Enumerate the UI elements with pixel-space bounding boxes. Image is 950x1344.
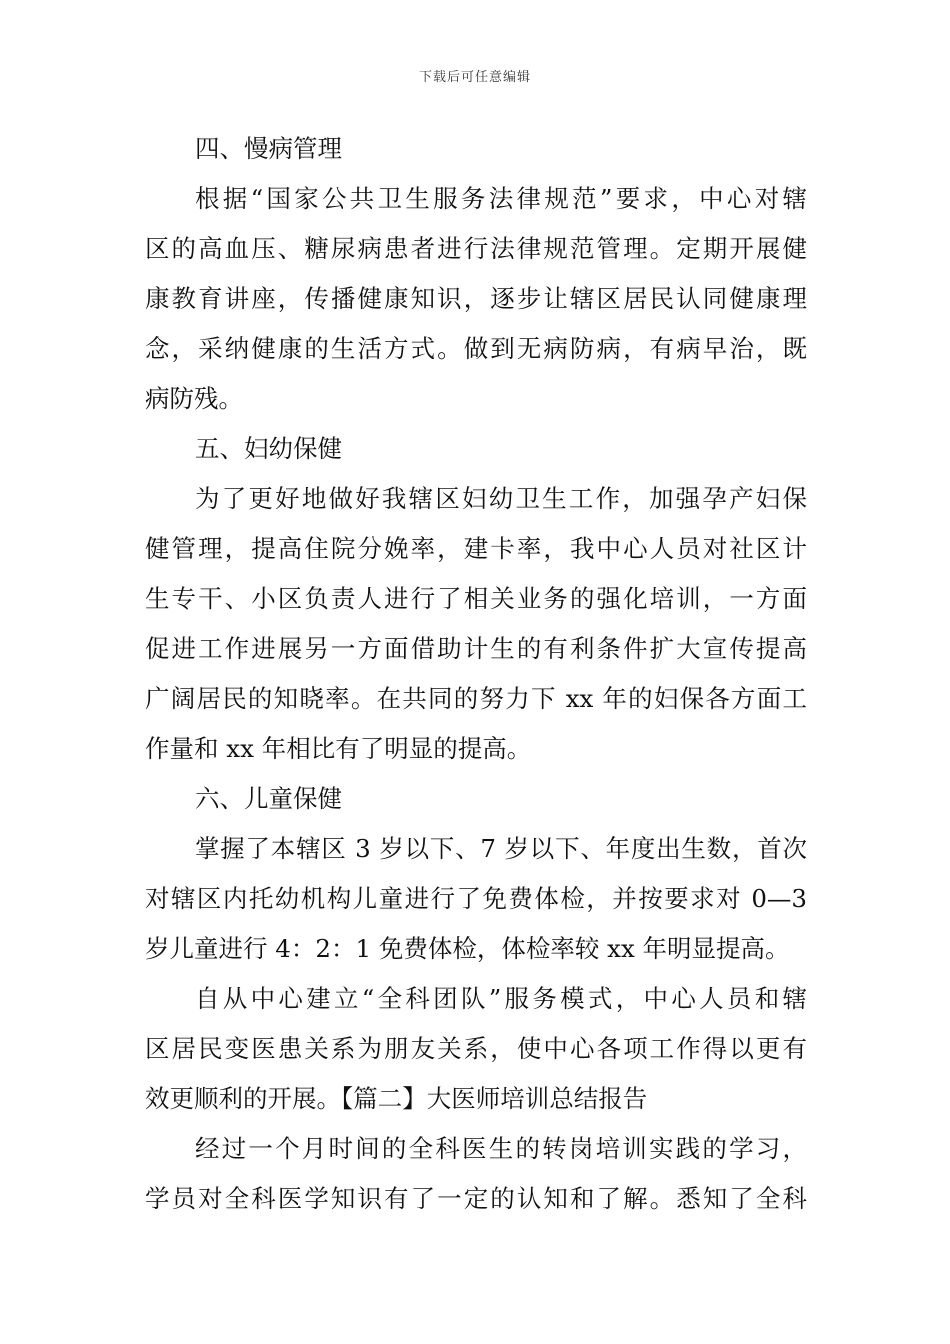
section-heading-maternal-child: 五、妇幼保健 — [195, 434, 342, 463]
paragraph-line: 根据“国家公共卫生服务法律规范”要求，中心对辖 — [195, 184, 807, 213]
paragraph-line: 对辖区内托幼机构儿童进行了免费体检，并按要求对 0—3 — [145, 884, 807, 913]
paragraph-line: 区居民变医患关系为朋友关系，使中心各项工作得以更有 — [145, 1034, 807, 1063]
paragraph-line: 效更顺利的开展。【篇二】大医师培训总结报告 — [145, 1084, 648, 1113]
page-header-note: 下载后可任意编辑 — [418, 70, 531, 85]
paragraph-line: 为了更好地做好我辖区妇幼卫生工作，加强孕产妇保 — [195, 484, 807, 513]
paragraph-line: 经过一个月时间的全科医生的转岗培训实践的学习， — [195, 1134, 807, 1163]
paragraph-line: 念，采纳健康的生活方式。做到无病防病，有病早治，既 — [145, 334, 807, 363]
paragraph-line: 病防残。 — [145, 384, 243, 413]
section-heading-chronic-disease: 四、慢病管理 — [195, 134, 342, 163]
paragraph-line: 广阔居民的知晓率。在共同的努力下 xx 年的妇保各方面工 — [145, 684, 807, 713]
paragraph-line: 岁儿童进行 4：2：1 免费体检，体检率较 xx 年明显提高。 — [145, 934, 790, 963]
paragraph-line: 生专干、小区负责人进行了相关业务的强化培训，一方面 — [145, 584, 807, 613]
paragraph-line: 掌握了本辖区 3 岁以下、7 岁以下、年度出生数，首次 — [195, 834, 807, 863]
paragraph-line: 作量和 xx 年相比有了明显的提高。 — [145, 734, 532, 763]
paragraph-line: 学员对全科医学知识有了一定的认知和了解。悉知了全科 — [145, 1184, 807, 1213]
paragraph-line: 促进工作进展另一方面借助计生的有利条件扩大宣传提高 — [145, 634, 807, 663]
paragraph-line: 自从中心建立“全科团队”服务模式，中心人员和辖 — [195, 984, 807, 1013]
paragraph-line: 区的高血压、糖尿病患者进行法律规范管理。定期开展健 — [145, 234, 807, 263]
section-heading-child-health: 六、儿童保健 — [195, 784, 342, 813]
paragraph-line: 康教育讲座，传播健康知识，逐步让辖区居民认同健康理 — [145, 284, 807, 313]
document-body — [145, 124, 807, 1224]
paragraph-line: 健管理，提高住院分娩率，建卡率，我中心人员对社区计 — [145, 534, 807, 563]
